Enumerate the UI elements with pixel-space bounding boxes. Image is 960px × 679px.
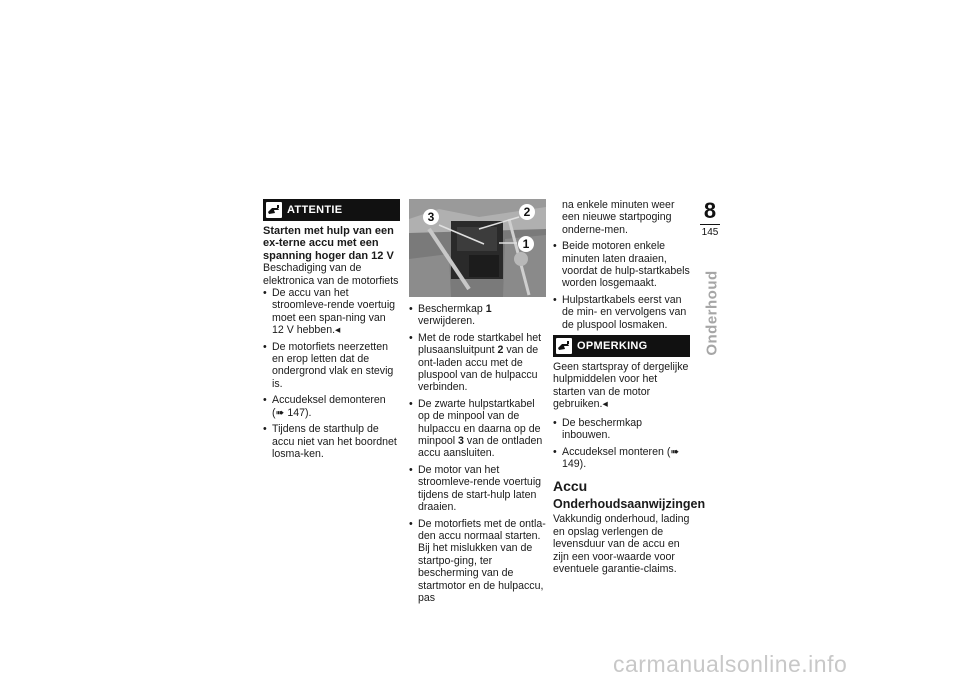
warning-title: Starten met hulp van een ex-terne accu met een spanning hoger dan 12 V — [263, 225, 394, 262]
column-2 — [409, 199, 546, 608]
column-1 — [263, 199, 400, 464]
chapter-name: Onderhoud — [703, 270, 721, 356]
callout-2: 2 — [519, 204, 535, 220]
list-item: • De zwarte hulpstartkabel op de minpool van de hulpaccu en daarna op de minpool 3 van de ontladen accu aansluiten. — [409, 398, 546, 460]
page-number: 145 — [701, 227, 719, 238]
list-item: • De beschermkap inbouwen. — [553, 417, 690, 442]
chapter-divider — [700, 224, 720, 225]
attention-banner — [263, 199, 400, 221]
section-body: Vakkundig onderhoud, lading en opslag verlengen de levensduur van de accu en zijn een voor-waarde voor eventuele garantie-claims. — [553, 513, 690, 575]
list-item: • Beschermkap 1 verwijderen. — [409, 303, 546, 328]
list-item: • Beide motoren enkele minuten laten draaien, voordat de hulp-startkabels worden losgemaakt. — [553, 240, 690, 290]
attention-label: ATTENTIE — [287, 204, 343, 216]
list-item: • Met de rode startkabel het plusaansluitpunt 2 van de ont-laden accu met de pluspool van de hulpaccu verbinden. — [409, 332, 546, 394]
callout-1: 1 — [518, 236, 534, 252]
battery-photo — [409, 199, 546, 297]
note-hand-icon — [556, 338, 572, 354]
warning-intro: Beschadiging van de elektronica van de motorfiets — [263, 262, 399, 287]
section-subheading: Onderhoudsaanwijzingen — [553, 497, 706, 512]
list-item: • Accudeksel demonteren (➠ 147). — [263, 394, 400, 419]
final-steps-list — [553, 417, 690, 471]
procedure-list — [409, 303, 546, 604]
list-item: • Accudeksel monteren (➠ 149). — [553, 446, 690, 471]
list-item: • De motorfiets neerzetten en erop letten dat de ondergrond vlak en stevig is. — [263, 341, 400, 391]
list-item: • De accu van het stroomleve-rende voertuig moet een span-ning van 12 V hebben.◂ — [263, 287, 400, 337]
chapter-number: 8 — [703, 198, 717, 223]
warning-hand-icon — [266, 202, 282, 218]
list-item: • De motor van het stroomleve-rende voertuig tijdens de start-hulp laten draaien. — [409, 464, 546, 514]
warning-list — [263, 287, 400, 460]
list-item: • Hulpstartkabels eerst van de min- en vervolgens van de pluspool losmaken. — [553, 294, 690, 331]
procedure-list-continued — [553, 199, 690, 331]
note-banner — [553, 335, 690, 357]
watermark: carmanualsonline.info — [613, 651, 848, 677]
list-item: • Tijdens de starthulp de accu niet van het boordnet losma-ken. — [263, 423, 400, 460]
callout-3: 3 — [423, 209, 439, 225]
list-item-continued: na enkele minuten weer een nieuwe startpoging onderne-men. — [562, 199, 675, 236]
column-3 — [553, 199, 706, 575]
list-item: • De motorfiets met de ontla-den accu normaal starten. Bij het mislukken van de startpo-ging, ter bescherming van de startmotor en de hulpaccu, pas — [409, 518, 546, 605]
note-label: OPMERKING — [577, 340, 648, 353]
note-text: Geen startspray of dergelijke hulpmiddelen voor het starten van de motor gebruiken.◂ — [553, 361, 689, 411]
section-heading: Accu — [553, 478, 588, 495]
